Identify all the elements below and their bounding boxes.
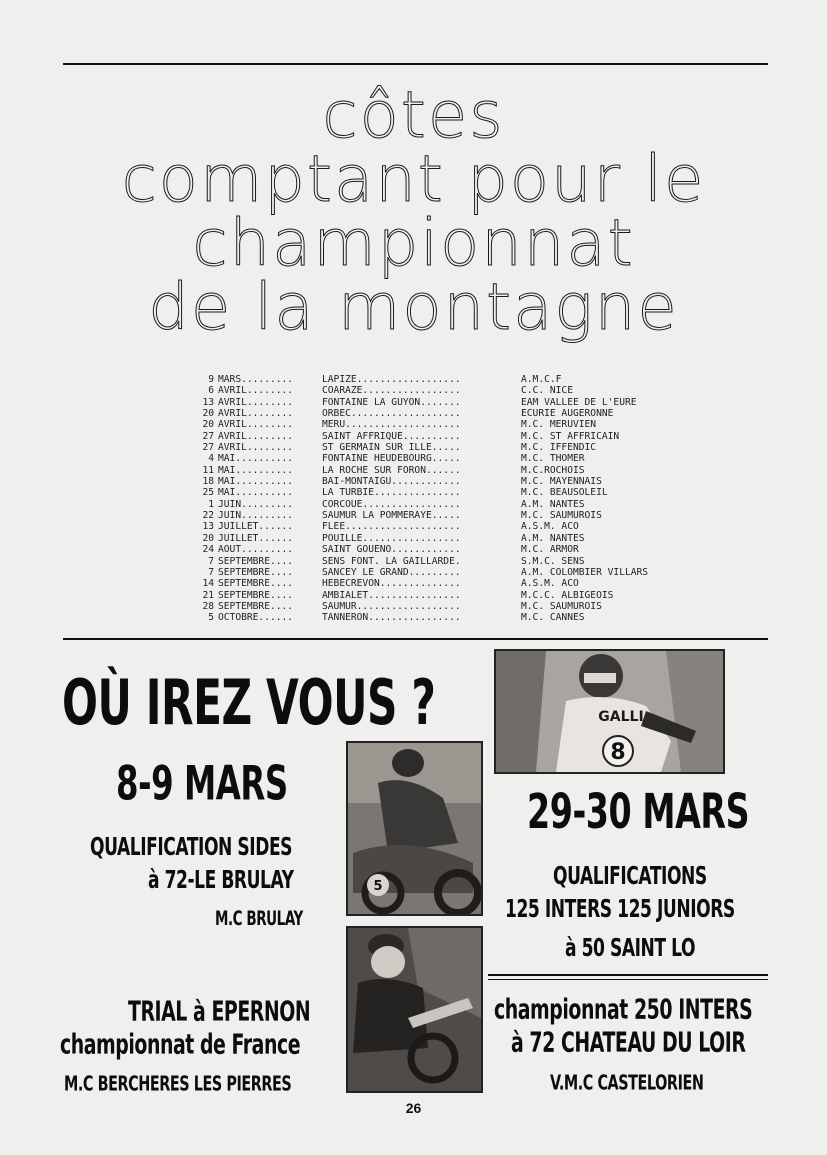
- schedule-month: SEPTEMBRE....: [218, 578, 294, 590]
- schedule-day: 20: [202, 532, 214, 544]
- schedule-place: ST GERMAIN SUR ILLE.....: [322, 442, 461, 454]
- schedule-club: M.C. MAYENNAIS: [521, 476, 602, 488]
- event2-date: 29-30 MARS: [527, 784, 750, 840]
- schedule-club: M.C. ARMOR: [521, 544, 579, 556]
- event2-line3: à 50 SAINT LO: [565, 934, 696, 963]
- sidecar-plate-number: 5: [373, 879, 383, 894]
- schedule-day: 21: [202, 589, 214, 601]
- schedule-day: 9: [208, 374, 214, 385]
- schedule-place: SAUMUR..................: [322, 600, 461, 612]
- schedule-club: M.C. CANNES: [521, 612, 585, 624]
- schedule-day: 25: [202, 487, 214, 499]
- schedule-row: [200, 544, 648, 555]
- middle-rule: [63, 638, 768, 640]
- schedule-place: FONTAINE LA GUYON.......: [322, 396, 461, 408]
- schedule-club: M.C.ROCHOIS: [521, 464, 585, 476]
- schedule-place: HEBECREVON..............: [322, 578, 461, 590]
- schedule-club: A.M. NANTES: [521, 532, 585, 544]
- schedule-day: 11: [202, 464, 214, 476]
- schedule-month: AVRIL........: [218, 396, 294, 408]
- event1-line2: à 72-LE BRULAY: [148, 866, 294, 895]
- schedule-row: [200, 442, 648, 453]
- schedule-month: MAI..........: [218, 464, 294, 476]
- schedule-month: OCTOBRE......: [218, 612, 294, 624]
- schedule-place: SAINT AFFRIQUE..........: [322, 430, 461, 442]
- schedule-row: [200, 521, 648, 532]
- schedule-day: 7: [208, 566, 214, 578]
- schedule-row: [200, 533, 648, 544]
- schedule-day: 24: [202, 544, 214, 556]
- event1-date: 8-9 MARS: [116, 758, 288, 812]
- schedule-row: [200, 499, 648, 510]
- schedule-day: 14: [202, 578, 214, 590]
- schedule-month: MAI..........: [218, 476, 294, 488]
- schedule-row: [200, 431, 648, 442]
- schedule-place: MERU....................: [322, 419, 461, 431]
- page-title: [60, 79, 767, 345]
- schedule-month: MAI..........: [218, 453, 294, 465]
- schedule-row: [200, 601, 648, 612]
- schedule-day: 18: [202, 476, 214, 488]
- schedule-club: M.C. SAUMUROIS: [521, 510, 602, 522]
- schedule-month: JUIN.........: [218, 510, 294, 522]
- schedule-row: [200, 385, 648, 396]
- schedule-row: [200, 408, 648, 419]
- schedule-day: 1: [208, 498, 214, 510]
- rider-number: 8: [610, 740, 626, 765]
- schedule-month: AVRIL........: [218, 419, 294, 431]
- schedule-row: [200, 476, 648, 487]
- schedule-club: M.C. THOMER: [521, 453, 585, 465]
- schedule-club: EAM VALLEE DE L'EURE: [521, 396, 637, 408]
- right-double-rule-1: [488, 974, 768, 976]
- schedule-day: 4: [208, 453, 214, 465]
- schedule-place: FONTAINE HEUDEBOURG.....: [322, 453, 461, 465]
- schedule-place: COARAZE.................: [322, 385, 461, 397]
- schedule-place: LAPIZE..................: [322, 374, 461, 385]
- schedule-row: [200, 487, 648, 498]
- schedule-month: MAI..........: [218, 487, 294, 499]
- schedule-club: A.M.C.F: [521, 374, 562, 385]
- schedule-month: AVRIL........: [218, 442, 294, 454]
- schedule-place: LA ROCHE SUR FORON......: [322, 464, 461, 476]
- schedule-club: M.C.C. ALBIGEOIS: [521, 589, 614, 601]
- event4-club: V.M.C CASTELORIEN: [550, 1070, 704, 1095]
- schedule-club: A.S.M. ACO: [521, 578, 579, 590]
- schedule-month: SEPTEMBRE....: [218, 600, 294, 612]
- schedule-club: A.S.M. ACO: [521, 521, 579, 533]
- event1-line1: QUALIFICATION SIDES: [90, 833, 293, 862]
- right-double-rule-2: [488, 979, 768, 980]
- schedule-day: 13: [202, 521, 214, 533]
- schedule-month: JUIN.........: [218, 498, 294, 510]
- schedule-place: POUILLE.................: [322, 532, 461, 544]
- event3-line1: TRIAL à EPERNON: [128, 996, 311, 1028]
- schedule-day: 6: [208, 385, 214, 397]
- schedule-row: [200, 567, 648, 578]
- schedule-place: TANNERON................: [322, 612, 461, 624]
- event4-line2: à 72 CHATEAU DU LOIR: [511, 1027, 746, 1059]
- event3-line2: championnat de France: [60, 1029, 301, 1061]
- schedule-club: M.C. IFFENDIC: [521, 442, 597, 454]
- schedule-club: M.C. BEAUSOLEIL: [521, 487, 608, 499]
- schedule-month: AOUT.........: [218, 544, 294, 556]
- schedule-month: SEPTEMBRE....: [218, 589, 294, 601]
- title-line-1: côtes: [322, 79, 505, 153]
- schedule-row: [200, 397, 648, 408]
- top-rule: [63, 63, 768, 65]
- schedule-day: 5: [208, 612, 214, 624]
- schedule-club: A.M. NANTES: [521, 498, 585, 510]
- schedule-place: FLEE....................: [322, 521, 461, 533]
- title-line-3: championnat: [192, 207, 635, 281]
- page-number: 26: [405, 1100, 422, 1116]
- event2-line1: QUALIFICATIONS: [553, 862, 707, 891]
- schedule-club: A.M. COLOMBIER VILLARS: [521, 566, 649, 578]
- schedule-day: 7: [208, 555, 214, 567]
- schedule-place: BAI-MONTAIGU............: [322, 476, 461, 488]
- schedule-club: M.C. MERUVIEN: [521, 419, 597, 431]
- schedule-month: JUILLET......: [218, 532, 294, 544]
- title-line-2: comptant pour le: [121, 143, 706, 217]
- schedule-club: ECURIE AUGERONNE: [521, 408, 614, 420]
- schedule-day: 22: [202, 510, 214, 522]
- schedule-club: M.C. ST AFFRICAIN: [521, 430, 620, 442]
- schedule-place: LA TURBIE...............: [322, 487, 461, 499]
- schedule-day: 27: [202, 442, 214, 454]
- schedule-place: CORCOUE.................: [322, 498, 461, 510]
- schedule-day: 20: [202, 419, 214, 431]
- schedule-club: C.C. NICE: [521, 385, 573, 397]
- schedule-place: SENS FONT. LA GAILLARDE.: [322, 555, 461, 567]
- schedule-day: 28: [202, 600, 214, 612]
- event1-club: M.C BRULAY: [215, 907, 303, 931]
- schedule-club: M.C. SAUMUROIS: [521, 600, 602, 612]
- schedule-month: AVRIL........: [218, 408, 294, 420]
- schedule-row: [200, 419, 648, 430]
- sidecar-photo: [346, 741, 483, 916]
- schedule-club: S.M.C. SENS: [521, 555, 585, 567]
- schedule-place: ORBEC...................: [322, 408, 461, 420]
- schedule-list: [200, 374, 648, 624]
- schedule-row: [200, 612, 648, 623]
- schedule-day: 27: [202, 430, 214, 442]
- event4-line1: championnat 250 INTERS: [494, 994, 753, 1026]
- headline: OÙ IREZ VOUS ?: [62, 666, 436, 739]
- event2-line2: 125 INTERS 125 JUNIORS: [505, 895, 735, 924]
- schedule-row: [200, 556, 648, 567]
- event3-club: M.C BERCHERES LES PIERRES: [64, 1071, 292, 1096]
- trial-photo: [346, 926, 483, 1093]
- schedule-month: JUILLET......: [218, 521, 294, 533]
- schedule-row: [200, 578, 648, 589]
- schedule-month: MARS.........: [218, 374, 294, 385]
- schedule-row: [200, 465, 648, 476]
- schedule-month: AVRIL........: [218, 430, 294, 442]
- schedule-month: SEPTEMBRE....: [218, 555, 294, 567]
- schedule-place: SAUMUR LA POMMERAYE.....: [322, 510, 461, 522]
- schedule-month: SEPTEMBRE....: [218, 566, 294, 578]
- rider-shirt-text: GALLI: [598, 709, 644, 725]
- schedule-row: [200, 510, 648, 521]
- schedule-place: SANCEY LE GRAND.........: [322, 566, 461, 578]
- schedule-place: SAINT GOUENO............: [322, 544, 461, 556]
- schedule-row: [200, 453, 648, 464]
- schedule-place: AMBIALET................: [322, 589, 461, 601]
- schedule-row: [200, 374, 648, 385]
- schedule-day: 13: [202, 396, 214, 408]
- rider-photo: [494, 649, 725, 774]
- title-line-4: de la montagne: [148, 271, 679, 345]
- schedule-month: AVRIL........: [218, 385, 294, 397]
- schedule-day: 20: [202, 408, 214, 420]
- schedule-row: [200, 590, 648, 601]
